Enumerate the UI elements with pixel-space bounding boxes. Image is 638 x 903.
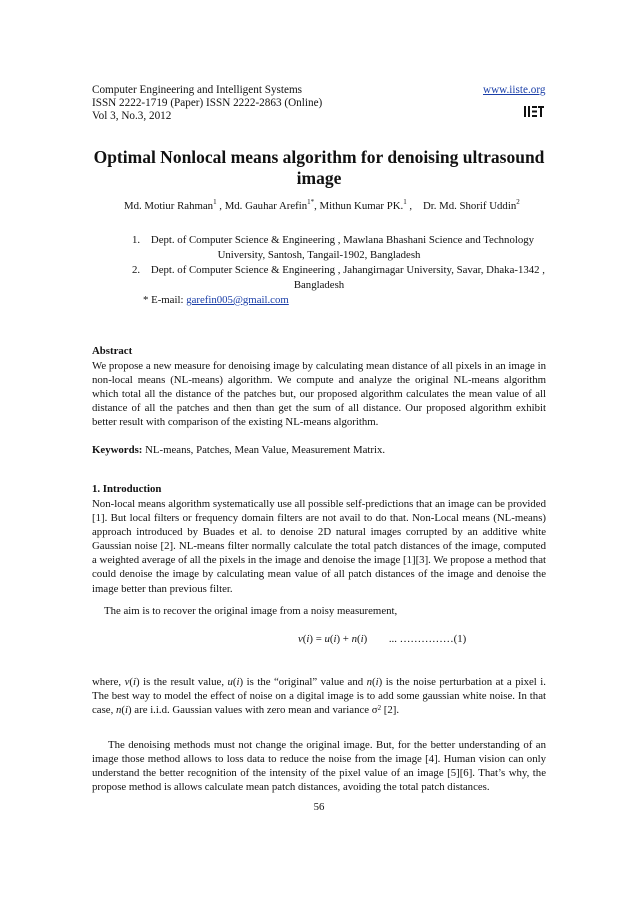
author-separator: ,: [406, 200, 423, 212]
abstract-heading: Abstract: [92, 345, 133, 357]
eq-var-u: u: [324, 633, 330, 645]
paper-title: Optimal Nonlocal means algorithm for denoising ultrasound image: [93, 147, 545, 188]
author-name: Md. Motiur Rahman: [124, 200, 214, 212]
eq-var-v: v: [124, 676, 130, 688]
intro-paragraph-3: where, v(i) is the result value, u(i) is the “original” value and n(i) is the noise perturbation at a pixel i. The best way to model the effect of noise on a digital image is to add some gaussian white noise. In that case, n(i) are i.i.d. Gaussian values with zero mean and variance $\sigma^2$ [2].: [92, 676, 546, 717]
eq-var-i: i: [333, 633, 337, 645]
superscript: 2: [377, 704, 382, 713]
text-run: is the result value,: [139, 676, 228, 688]
author-affiliation-mark: 1: [213, 198, 217, 206]
author-name: Md. Gauhar Arefin: [224, 200, 308, 212]
corresponding-email: [143, 293, 289, 308]
eq-var-i: i: [375, 676, 379, 688]
intro-paragraph-2: The aim is to recover the original image from a noisy measurement,: [104, 605, 398, 617]
eq-var-i: i: [236, 676, 240, 688]
email-label: * E-mail:: [143, 294, 187, 306]
eq-var-n: n: [366, 676, 373, 688]
eq-var-i: i: [125, 704, 128, 717]
author-list: [124, 200, 520, 212]
eq-var-n: n: [351, 633, 358, 645]
text-run: is the noise perturbation at a pixel i. The best way to model the effect of noise on a digital image is to add some gaussian white noise. In that case,: [92, 676, 546, 717]
eq-var-v: v: [298, 633, 303, 645]
eq-var-i: i: [132, 676, 136, 688]
author-affiliation-mark: 1*: [307, 198, 315, 206]
eq-var-u: u: [227, 676, 233, 688]
volume-line: Vol 3, No.3, 2012: [92, 110, 172, 122]
eq-var-i: i: [306, 633, 310, 645]
eq-var-n: n: [115, 704, 122, 717]
abstract-body: We propose a new measure for denoising image by calculating mean distance of all pixels in an image in non-local means (NL-means) algorithm. We compute and analyze the original NL-means algorithm which total all the distance of the patches but, our proposed algorithm calculates the mean value of all distance of all the patches and then than get the sum of all distance. Our proposed algorithm exhibit better result with comparison of the existing NL-means algorithm.: [92, 360, 546, 429]
author-name: Dr. Md. Shorif Uddin: [422, 200, 517, 212]
affiliation-number: 2.: [132, 264, 141, 276]
equation-1: v(i) = u(i) + n(i) ... ……………(1): [298, 633, 467, 645]
keywords-text: NL-means, Patches, Mean Value, Measurement Matrix.: [145, 444, 386, 456]
eq-var-i: i: [360, 633, 364, 645]
email-link[interactable]: garefin005@gmail.com: [186, 294, 289, 306]
affiliation-number: 1.: [132, 234, 141, 246]
journal-url-link[interactable]: www.iiste.org: [483, 84, 546, 96]
text-run: [2].: [381, 704, 400, 717]
iiste-logo-icon: [523, 104, 545, 119]
section-heading-introduction: 1. Introduction: [92, 483, 162, 495]
affiliation-text: Dept. of Computer Science & Engineering , Mawlana Bhashani Science and Technology: [150, 234, 535, 246]
intro-paragraph-4: The denoising methods must not change the original image. But, for the better understanding of an image those method allows to loss data to reduce the noise from the image [4]. Human vision can only understand the better recognition of the intensity of the pixel value of an image [5][6]. That’s why, the propose method is allows calculate mean patch distances, avoiding the total patch distances.: [92, 739, 546, 794]
affiliation-2: [132, 263, 545, 278]
affiliation-text: Dept. of Computer Science & Engineering , Jahangirnagar University, Savar, Dhaka-1342 ,: [150, 264, 545, 276]
equation-number: ... ……………(1): [388, 633, 467, 645]
text-run: is the “original” value and: [243, 676, 367, 688]
author-affiliation-mark: 1: [403, 198, 407, 206]
affiliation-2-line-2: Bangladesh: [293, 279, 345, 291]
journal-name: Computer Engineering and Intelligent Systems: [92, 84, 303, 96]
issn-line: ISSN 2222-1719 (Paper) ISSN 2222-2863 (Online): [92, 97, 323, 109]
author-name: Mithun Kumar PK.: [319, 200, 404, 212]
affiliation-1-line-2: University, Santosh, Tangail-1902, Bangladesh: [217, 249, 421, 261]
iiste-logo: [523, 104, 545, 119]
intro-paragraph-1: Non-local means algorithm systematically use all possible self-predictions that an image can be provided [1]. But local filters or frequency domain filters are not avail to do that. Non-Local means (NL-means) approach introduced by Buades et al. to denoise 2D natural images corrupted by an additive white Gaussian noise [2]. NL-means filter normally calculate the total patch distances of the image, computed a weighted average of all the pixels in the image and denoise the image [1][3]. We propose a method that could denoise the image by calculating mean value of all patch distances of the image and denoise the image better than previous filter.: [92, 498, 546, 595]
page-number: 56: [313, 801, 325, 813]
author-separator: ,: [314, 200, 320, 212]
keywords-label: Keywords:: [92, 444, 143, 456]
author-separator: ,: [219, 200, 225, 212]
affiliation-1: [132, 233, 534, 248]
text-run: are i.i.d. Gaussian values with zero mean and variance σ: [131, 704, 378, 717]
keywords-line: [92, 443, 546, 457]
author-affiliation-mark: 2: [516, 198, 520, 206]
text-run: where,: [92, 676, 125, 688]
